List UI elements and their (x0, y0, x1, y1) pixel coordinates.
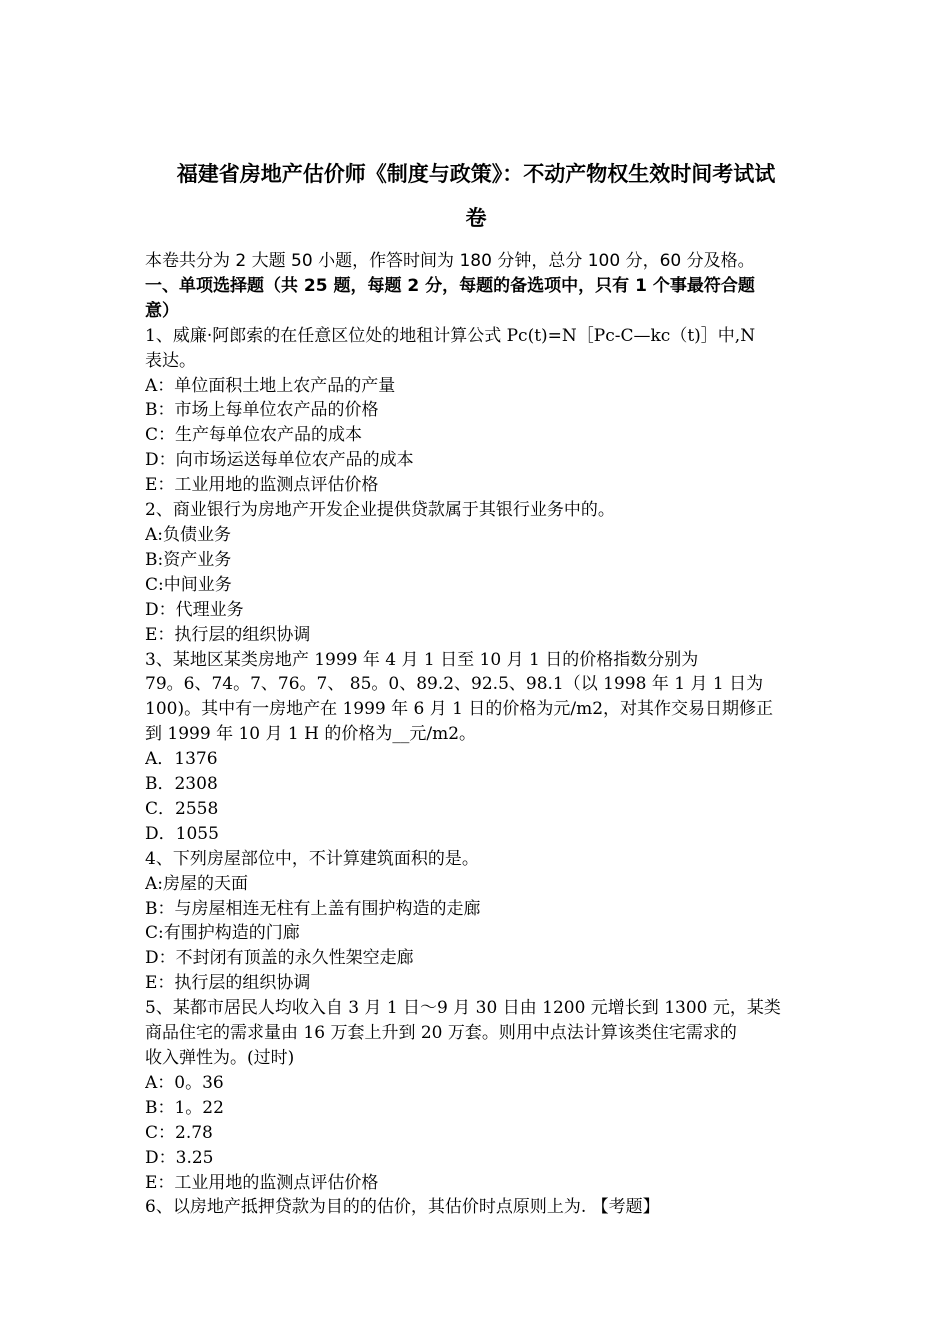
question-2 (145, 498, 807, 647)
answer-option: A．1376 (145, 749, 218, 770)
question-stem: 1、威廉·阿郎索的在任意区位处的地租计算公式 Pc(t)=N［Pc-C—kc（t)］中,N (145, 325, 756, 346)
document-title (145, 152, 807, 240)
answer-option: B：1。22 (145, 1097, 224, 1118)
answer-option: D：代理业务 (145, 599, 244, 620)
answer-option: E：执行层的组织协调 (145, 973, 311, 994)
exam-intro: 本卷共分为 2 大题 50 小题，作答时间为 180 分钟，总分 100 分，60 分及格。 (145, 251, 755, 271)
answer-option: B:资产业务 (145, 549, 232, 570)
answer-option: E：执行层的组织协调 (145, 624, 311, 645)
answer-option: E：工业用地的监测点评估价格 (145, 475, 379, 496)
answer-option: A：0。36 (145, 1072, 224, 1093)
document-body (145, 249, 807, 1220)
answer-option: A：单位面积土地上农产品的产量 (145, 375, 396, 396)
question-stem: 79。6、74。7、76。7、 85。0、89.2、92.5、98.1（以 1998 年 1 月 1 日为 (145, 674, 764, 695)
question-stem: 6、以房地产抵押贷款为目的的估价，其估价时点原则上为. 【考题】 (145, 1197, 660, 1218)
question-stem: 3、某地区某类房地产 1999 年 4 月 1 日至 10 月 1 日的价格指数分别为 (145, 649, 699, 670)
answer-option: C．2558 (145, 798, 219, 819)
answer-option: B：市场上每单位农产品的价格 (145, 400, 379, 421)
answer-option: A:负债业务 (145, 524, 232, 545)
question-list (145, 324, 807, 1221)
question-stem: 100)。其中有一房地产在 1999 年 6 月 1 日的价格为元/m2，对其作交易日期修正 (145, 699, 774, 720)
answer-option: B．2308 (145, 774, 218, 795)
question-stem: 5、某都市居民人均收入自 3 月 1 日～9 月 30 日由 1200 元增长到 1300 元，某类 (145, 998, 781, 1019)
section-heading-cont: 意） (145, 300, 179, 321)
answer-option: B：与房屋相连无柱有上盖有围护构造的走廊 (145, 898, 481, 919)
title-line-2: 卷 (465, 206, 487, 230)
question-1 (145, 324, 807, 498)
question-stem: 到 1999 年 10 月 1 H 的价格为__元/m2。 (145, 724, 477, 745)
answer-option: D：向市场运送每单位农产品的成本 (145, 450, 414, 471)
answer-option: E：工业用地的监测点评估价格 (145, 1172, 379, 1193)
question-stem: 4、下列房屋部位中，不计算建筑面积的是。 (145, 848, 479, 869)
question-stem: 商品住宅的需求量由 16 万套上升到 20 万套。则用中点法计算该类住宅需求的 (145, 1023, 737, 1044)
answer-option: C:中间业务 (145, 574, 232, 595)
answer-option: A:房屋的天面 (145, 873, 249, 894)
question-stem: 收入弹性为。(过时) (145, 1048, 295, 1068)
question-3 (145, 648, 807, 847)
answer-option: C:有围护构造的门廊 (145, 923, 300, 944)
question-4 (145, 847, 807, 996)
answer-option: C：生产每单位农产品的成本 (145, 425, 363, 446)
question-5 (145, 996, 807, 1195)
title-line-1: 福建省房地产估价师《制度与政策》：不动产物权生效时间考试试 (176, 162, 776, 186)
answer-option: C：2.78 (145, 1122, 213, 1143)
answer-option: D：3.25 (145, 1147, 214, 1168)
question-6 (145, 1195, 807, 1220)
question-stem: 表达。 (145, 350, 196, 371)
answer-option: D．1055 (145, 823, 219, 844)
question-stem: 2、商业银行为房地产开发企业提供贷款属于其银行业务中的。 (145, 500, 615, 521)
section-heading: 一、单项选择题（共 25 题，每题 2 分，每题的备选项中，只有 1 个事最符合题 (145, 275, 755, 296)
answer-option: D：不封闭有顶盖的永久性架空走廊 (145, 948, 414, 969)
